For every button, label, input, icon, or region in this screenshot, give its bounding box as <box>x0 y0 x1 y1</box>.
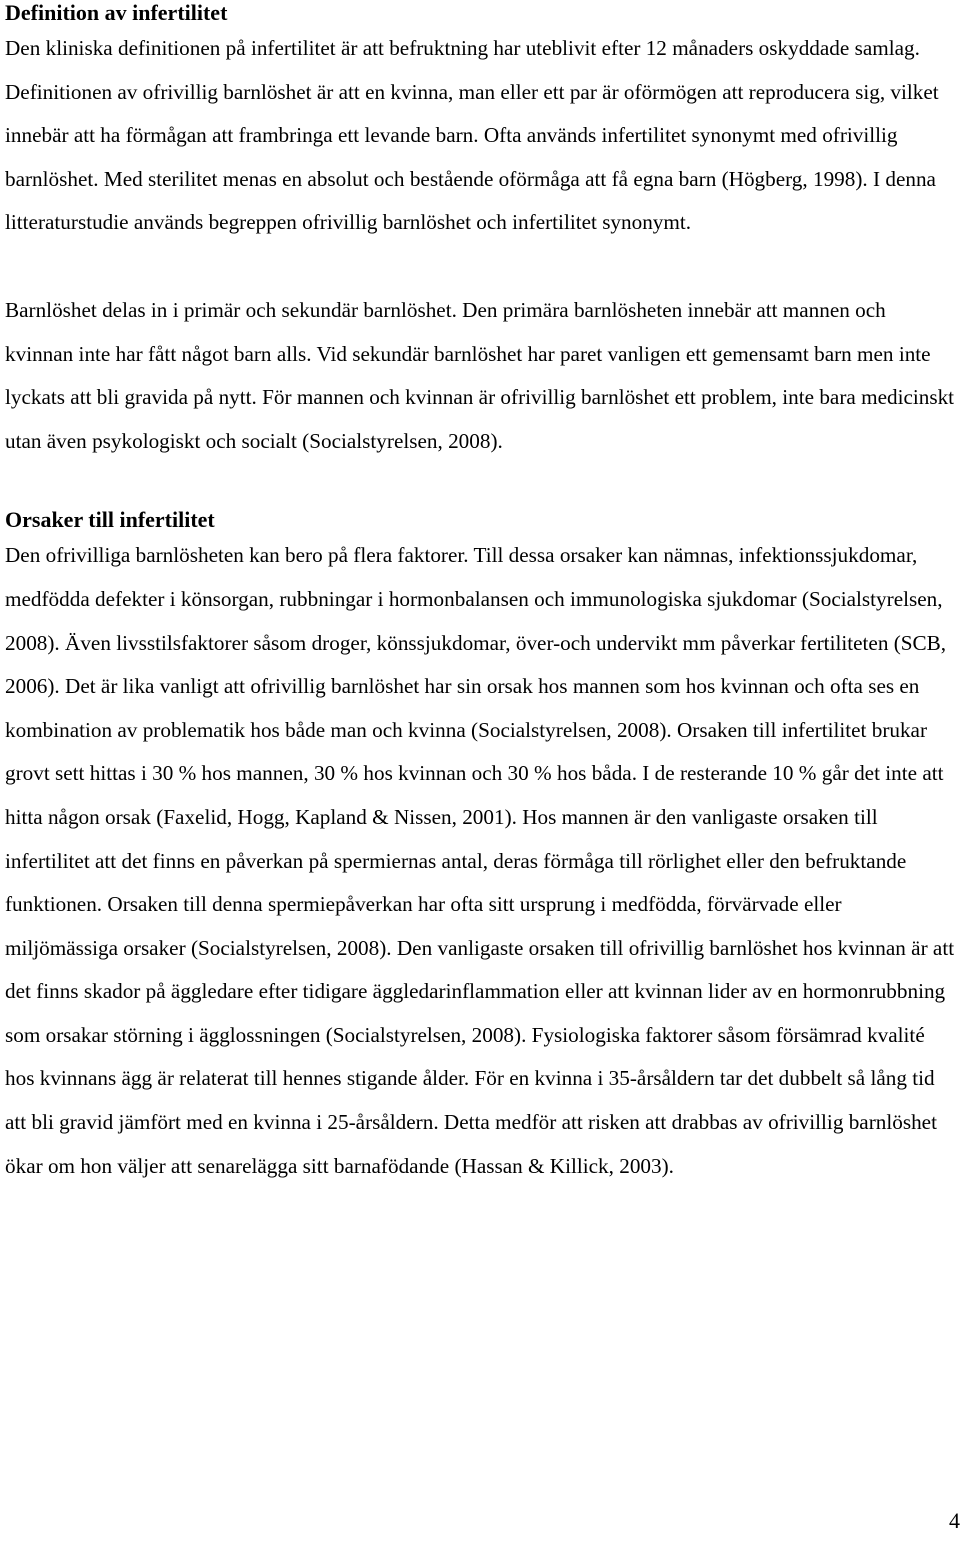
paragraph-gap <box>5 245 955 289</box>
paragraph-definition-2: Barnlöshet delas in i primär och sekundär barnlöshet. Den primära barnlösheten innebär att mannen och kvinnan inte har fått något barn alls. Vid sekundär barnlöshet har paret vanligen ett gemensamt barn men inte lyckats att bli gravida på nytt. För mannen och kvinnan är ofrivillig barnlöshet ett problem, inte bara medicinskt utan även psykologiskt och socialt (Socialstyrelsen, 2008). <box>5 297 955 453</box>
section-heading-definition: Definition av infertilitet <box>5 0 228 25</box>
section-gap <box>5 463 955 507</box>
paragraph-definition-1: Den kliniska definitionen på infertilitet är att befruktning har uteblivit efter 12 månaders oskyddade samlag. Definitionen av ofrivillig barnlöshet är att en kvinna, man eller ett par är oförmögen att reproducera sig, vilket innebär att ha förmågan att frambringa ett levande barn. Ofta används infertilitet synonymt med ofrivillig barnlöshet. Med sterilitet menas en absolut och bestående oförmåga att få egna barn (Högberg, 1998). I denna litteraturstudie används begreppen ofrivillig barnlöshet och infertilitet synonymt. <box>5 36 939 235</box>
document-page <box>5 0 955 1188</box>
paragraph-orsaker-1: Den ofrivilliga barnlösheten kan bero på flera faktorer. Till dessa orsaker kan nämnas, infektionssjukdomar, medfödda defekter i könsorgan, rubbningar i hormonbalansen och immunologiska sjukdomar (Socialstyrelsen, 2008). Även livsstilsfaktorer såsom droger, könssjukdomar, över-och undervikt mm påverkar fertiliteten (SCB, 2006). Det är lika vanligt att ofrivillig barnlöshet har sin orsak hos mannen som hos kvinnan och ofta ses en kombination av problematik hos både man och kvinna (Socialstyrelsen, 2008). Orsaken till infertilitet brukar grovt sett hittas i 30 % hos mannen, 30 % hos kvinnan och 30 % hos båda. I de resterande 10 % går det inte att hitta någon orsak (Faxelid, Hogg, Kapland & Nissen, 2001). Hos mannen är den vanligaste orsaken till infertilitet att det finns en påverkan på spermiernas antal, deras förmåga till rörlighet eller den befruktande funktionen. Orsaken till denna spermiepåverkan har ofta sitt ursprung i medfödda, förvärvade eller miljömässiga orsaker (Socialstyrelsen, 2008). Den vanligaste orsaken till ofrivillig barnlöshet hos kvinnan är att det finns skador på äggledare efter tidigare äggledarinflammation eller att kvinnan lider av en hormonrubbning som orsakar störning i ägglossningen (Socialstyrelsen, 2008). Fysiologiska faktorer såsom försämrad kvalité hos kvinnans ägg är relaterat till hennes stigande ålder. För en kvinna i 35-årsåldern tar det dubbelt så lång tid att bli gravid jämfört med en kvinna i 25-årsåldern. Detta medför att risken att drabbas av ofrivillig barnlöshet ökar om hon väljer att senarelägga sitt barnafödande (Hassan & Killick, 2003). <box>5 543 955 1178</box>
page-number: 4 <box>949 1508 960 1533</box>
section-heading-orsaker: Orsaker till infertilitet <box>5 507 215 533</box>
